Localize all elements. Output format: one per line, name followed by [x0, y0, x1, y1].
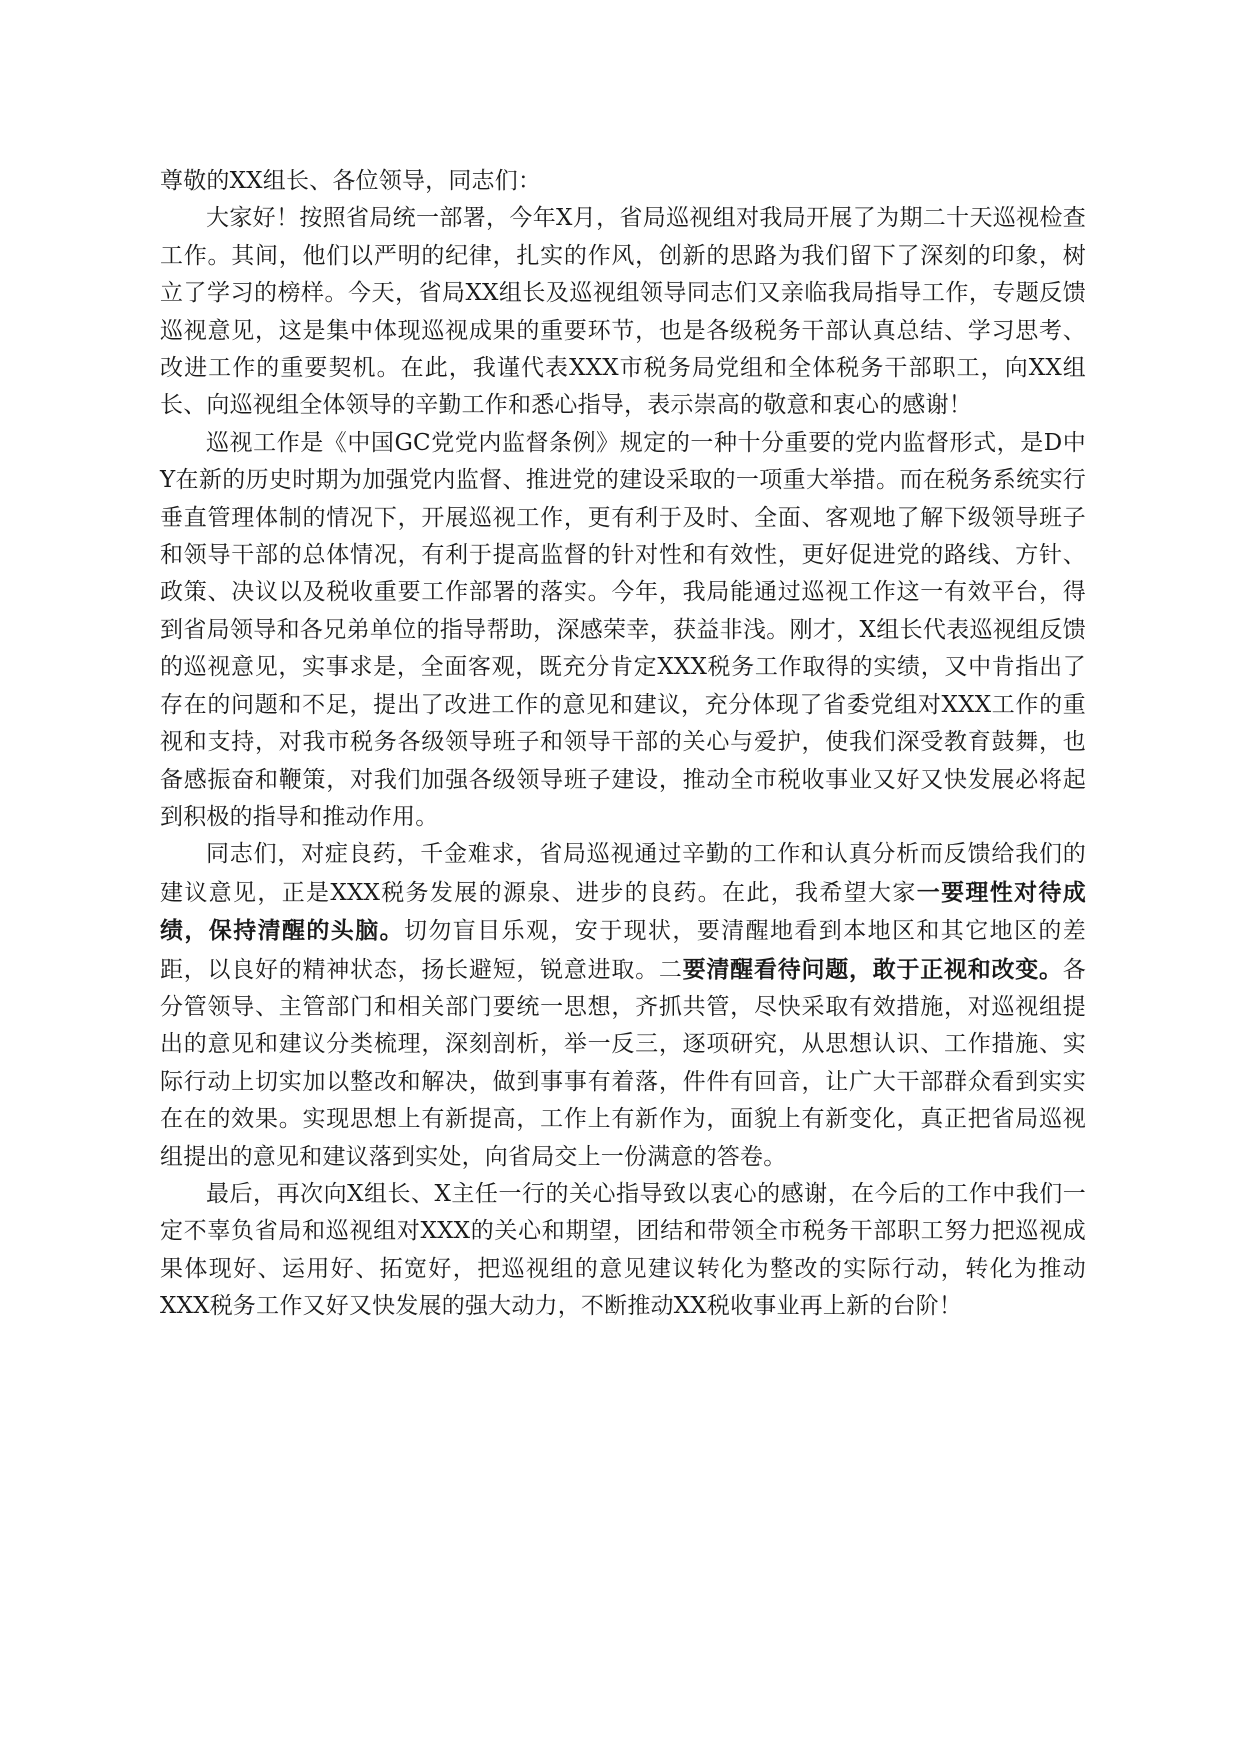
requirements-intro: 同志们，对症良药，千金难求，省局巡视通过辛勤的工作和认真分析而反馈给我们的建议意见，正是XXX税务发展的源泉、进步的良药。在此，我希望大家 [160, 841, 1086, 906]
paragraph-requirements [160, 836, 1086, 1176]
requirement-two: 要清醒看待问题，敢于正视和改变。 [682, 955, 1063, 983]
requirement-one-detail: 切勿盲目乐观，安于现状，要清醒地看到本地区和其它地区的差距，以良好的精神状态，扬长避短，锐意进取。二 [160, 918, 1086, 983]
paragraph-greeting: 大家好！按照省局统一部署，今年X月，省局巡视组对我局开展了为期二十天巡视检查工作。其间，他们以严明的纪律，扎实的作风，创新的思路为我们留下了深刻的印象，树立了学习的榜样。今天，省局XX组长及巡视组领导同志们又亲临我局指导工作，专题反馈巡视意见，这是集中体现巡视成果的重要环节，也是各级税务干部认真总结、学习思考、改进工作的重要契机。在此，我谨代表XXX市税务局党组和全体税务干部职工，向XX组长、向巡视组全体领导的辛勤工作和悉心指导，表示崇高的敬意和衷心的感谢！ [160, 205, 1086, 419]
salutation: 尊敬的XX组长、各位领导，同志们： [160, 168, 542, 194]
requirement-two-detail: 各分管领导、主管部门和相关部门要统一思想，齐抓共管，尽快采取有效措施，对巡视组提出的意见和建议分类梳理，深刻剖析，举一反三，逐项研究，从思想认识、工作措施、实际行动上切实加以整改和解决，做到事事有着落，件件有回音，让广大干部群众看到实实在在的效果。实现思想上有新提高，工作上有新作为，面貌上有新变化，真正把省局巡视组提出的意见和建议落到实处，向省局交上一份满意的答卷。 [160, 956, 1086, 1170]
requirement-one: 一要理性对待成绩，保持清醒的头脑。 [160, 878, 1086, 945]
document-body [160, 163, 1086, 1326]
paragraph-closing: 最后，再次向X组长、X主任一行的关心指导致以衷心的感谢，在今后的工作中我们一定不辜负省局和巡视组对XXX的关心和期望，团结和带领全市税务干部职工努力把巡视成果体现好、运用好、拓宽好，把巡视组的意见建议转化为整改的实际行动，转化为推动XXX税务工作又好又快发展的强大动力，不断推动XX税收事业再上新的台阶！ [160, 1180, 1086, 1320]
paragraph-inspection-significance: 巡视工作是《中国GC党党内监督条例》规定的一种十分重要的党内监督形式，是D中Y在新的历史时期为加强党内监督、推进党的建设采取的一项重大举措。而在税务系统实行垂直管理体制的情况下，开展巡视工作，更有利于及时、全面、客观地了解下级领导班子和领导干部的总体情况，有利于提高监督的针对性和有效性，更好促进党的路线、方针、政策、决议以及税收重要工作部署的落实。今年，我局能通过巡视工作这一有效平台，得到省局领导和各兄弟单位的指导帮助，深感荣幸，获益非浅。刚才，X组长代表巡视组反馈的巡视意见，实事求是，全面客观，既充分肯定XXX税务工作取得的实绩，又中肯指出了存在的问题和不足，提出了改进工作的意见和建议，充分体现了省委党组对XXX工作的重视和支持，对我市税务各级领导班子和领导干部的关心与爱护，使我们深受教育鼓舞，也备感振奋和鞭策，对我们加强各级领导班子建设，推动全市税收事业又好又快发展必将起到积极的指导和推动作用。 [160, 429, 1086, 830]
